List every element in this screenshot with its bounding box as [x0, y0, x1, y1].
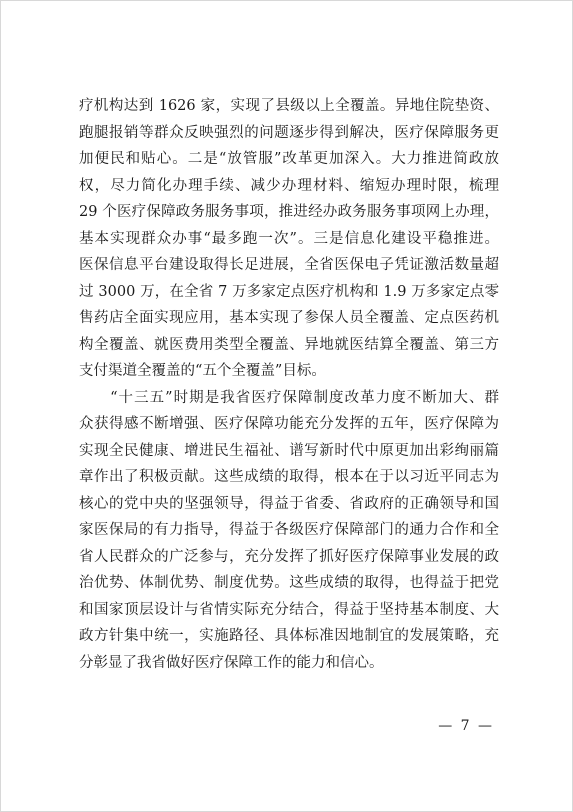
page-number: — 7 —	[438, 718, 494, 734]
text-line: 过 3000 万，在全省 7 万多家定点医疗机构和 1.9 万多家定点零	[79, 283, 499, 300]
text-line: “十三五”时期是我省医疗保障制度改革力度不断加大、群	[79, 389, 499, 406]
text-line: 构全覆盖、就医费用类型全覆盖、异地就医结算全覆盖、第三方	[79, 336, 499, 353]
text-line: 省人民群众的广泛参与，充分发挥了抓好医疗保障事业发展的政	[79, 548, 499, 565]
text-line: 核心的党中央的坚强领导，得益于省委、省政府的正确领导和国	[79, 495, 499, 512]
text-line: 分彰显了我省做好医疗保障工作的能力和信心。	[79, 654, 384, 671]
text-line: 治优势、体制优势、制度优势。这些成绩的取得，也得益于把党	[79, 575, 499, 591]
text-line: 权，尽力简化办理手续、减少办理材料、缩短办理时限，梳理	[79, 177, 499, 194]
text-line: 众获得感不断增强、医疗保障功能充分发挥的五年，医疗保障为	[79, 416, 499, 432]
text-line: 跑腿报销等群众反映强烈的问题逐步得到解决，医疗保障服务更	[79, 124, 499, 141]
body-text	[79, 93, 499, 676]
text-line: 支付渠道全覆盖的“五个全覆盖”目标。	[79, 363, 326, 379]
text-line: 加便民和贴心。二是“放管服”改革更加深入。大力推进简政放	[79, 151, 499, 167]
text-line: 和国家顶层设计与省情实际充分结合，得益于坚持基本制度、大	[79, 601, 499, 618]
text-line: 医保信息平台建设取得长足进展，全省医保电子凭证激活数量超	[79, 257, 499, 273]
text-line: 家医保局的有力指导，得益于各级医疗保障部门的通力合作和全	[79, 522, 499, 538]
text-line: 实现全民健康、增进民生福祉、谱写新时代中原更加出彩绚丽篇	[79, 442, 499, 459]
text-line: 章作出了积极贡献。这些成绩的取得，根本在于以习近平同志为	[79, 469, 499, 485]
text-line: 29 个医疗保障政务服务事项，推进经办政务服务事项网上办理，	[79, 204, 499, 220]
text-line: 售药店全面实现应用，基本实现了参保人员全覆盖、定点医药机	[79, 310, 499, 326]
text-line: 基本实现群众办事“最多跑一次”。三是信息化建设平稳推进。	[79, 230, 499, 247]
text-line: 疗机构达到 1626 家，实现了县级以上全覆盖。异地住院垫资、	[79, 98, 499, 114]
text-line: 政方针集中统一，实施路径、具体标准因地制宜的发展策略，充	[79, 628, 499, 644]
